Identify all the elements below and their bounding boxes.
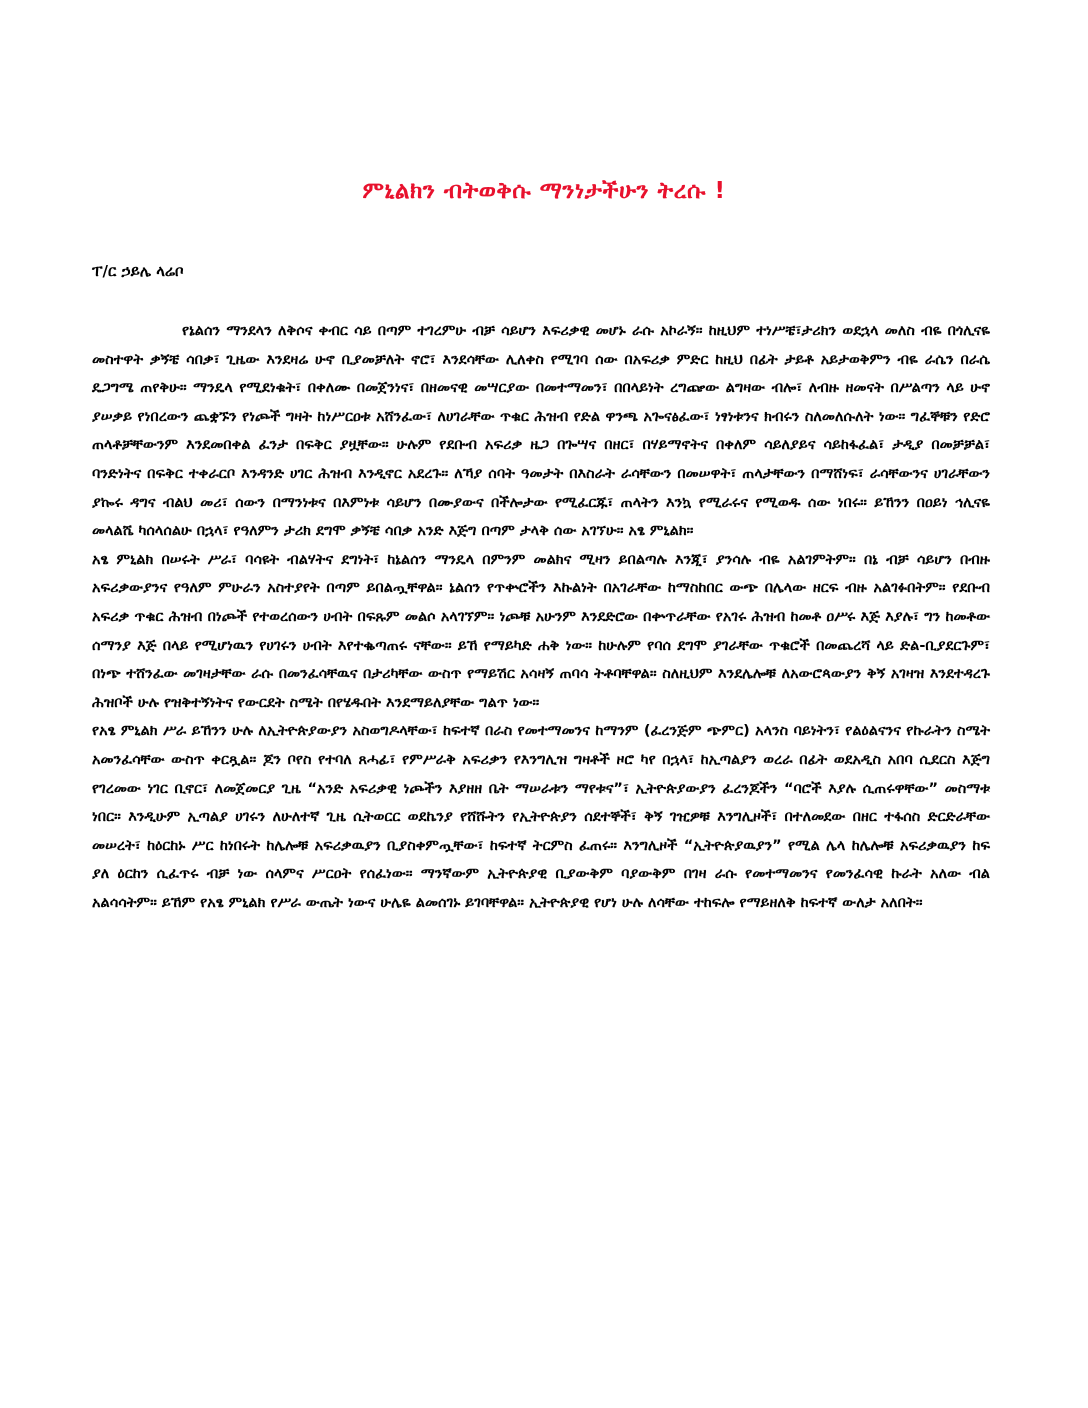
paragraph: የኔልሰን ማንደላን ለቅሶና ቀብር ሳይ በጣም ተገረምሁ ብቻ ሳይሆን እፍሪቃዊ መሆኑ ራሱ አኮራኝ። ከዚህም ተነሥቼ፣ታሪክን ወደኋላ መለስ ብዬ በጎሊናዬ መስተዋት ቃኝቼ ሳበቃ፣ ጊዜው እንደዛሬ ሁኖ ቢያመቻለት ኖሮ፣ እንደሳቸው ሊለቀስ የሚገባ ሰው በአፍሪቃ ምድር ከዚህ በፊት ታይቶ አይታወቅምን ብዬ ራሴን በራሴ ዴጋግሜ ጠየቅሁ። ማንዴላ የሚደነቁት፣ በቀለሙ በመጀንነና፣ በዘመናዊ መሣርያው በመተማመን፣ በበላይነት ረግጬው ልግዛው ብሎ፣ ለብዙ ዘመናት በሥልጣን ላይ ሁኖ ያሠቃይ የነበረውን ጨቋኙን የነጮች ግዛት ከነሥርዐቱ አሸንፈው፣ ለሀገራቸው ጥቁር ሕዝብ የድል ዋንጫ አጐናፅፈው፣ ነፃነቱንና ክብሩን ስለመለሱለት ነው። ግፈኞቹን የድሮ ጠላቶቻቸውንም እንደመበቀል ፈንታ በፍቅር ያዟቸው። ሁሉም የደቡብ አፍሪቃ ዜጋ በጐሣና በዘር፣ በሃይማኖትና በቀለም ሳይለያይና ሳይከፋፈል፣ ታዲያ በመቻቻል፣ ባንድነትና በፍቅር ተቀራርቦ እንዳንድ ሀገር ሕዝብ እንዲኖር አደረጉ። ለኻያ ሰባት ዓመታት በእስራት ራሳቸውን በመሠዋት፣ ጠላታቸውን በማሸነፍ፣ ራሳቸውንና ሀገራቸውን ያኰሩ ዳግና ብልህ መሪ፣ ሰውን በማንነቱና በእምነቱ ሳይሆን በሙያውና በችሎታው የሚፈርጁ፣ ጠላትን እንኳ የሚራሩና የሚወዱ ሰው ነበሩ። ይኸንን በዐይነ ኅሊናዬ መላልሼ ካሰላሰልሁ በኋላ፣ የዓለምን ታሪክ ደግሞ ቃኝቼ ሳበቃ አንድ እጅግ በጣም ታላቅ ሰው አገኘሁ። አፄ ምኒልክ።: [92, 323, 990, 540]
document-body: [92, 317, 990, 917]
paragraph: አፄ ምኒልክ በሠሩት ሥራ፣ ባሳዩት ብልሃትና ደግነት፣ ከኔልሰን ማንዴላ በምንም መልክና ሚዛን ይበልጣሉ እንጂ፣ ያንሳሉ ብዬ አልገምትም። በኔ ብቻ ሳይሆን በብዙ አፍሪቃውያንና የዓለም ምሁራን አስተያየት በጣም ይበልጧቸዋል። ኔልሰን የጥቍሮችን እኩልነት በአገራቸው ከማስከበር ውጭ በሌላው ዘርፍ ብዙ አልገፉበትም። የደቡብ አፍሪቃ ጥቁር ሕዝብ በነጮች የተወረሰውን ሀብት በፍጹም መልሶ አላገኘም። ነጮቹ አሁንም እንደድሮው በቍጥራቸው የአገሩ ሕዝብ ከመቶ ዐሥሩ እጅ እያሉ፣ ግን ከመቶው ሰማንያ እጅ በላይ የሚሆነዉን የሀገሩን ሀብት እየተቈጣጠሩ ናቸው። ይኸ የማይካድ ሐቅ ነው። ከሁሉም የባሰ ደግሞ ያገራቸው ጥቁሮች በመጨረሻ ላይ ድል-ቢያደርጉም፣ በነጭ ተሸንፈው መገዛታቸው ራሱ በመንፈሳቸዉና በታሪካቸው ውስጥ የማይሽር አሳዛኝ ጠባሳ ትቶባቸዋል። ስለዚህም እንደሌሎቹ ለአውሮጳውያን ቅኝ አገዛዝ እንደተዳረጉ ሕዝቦች ሁሉ የዝቅተኝነትና የውርደት ስሜት በየሄዱበት እንደማይለያቸው ግልጥ ነው።: [92, 551, 990, 711]
paragraph: የአፄ ምኒልክ ሥራ ይኸንን ሁሉ ለኢትዮጵያውያን አስወግዶላቸው፣ ከፍተኛ በራስ የመተማመንና ከማንም (ፈረንጅም ጭምር) አላንስ ባይነትን፣ የልዕልናንና የኩራትን ስሜት አመንፈሳቸው ውስጥ ቀርጿል። ጆን ቦየስ የተባለ ጸሓፊ፣ የምሥራቅ አፍሪቃን የእንግሊዝ ግዛቶች ዞሮ ካየ በኋላ፣ ከኢጣልያን ወረራ በፊት ወደአዲስ አበባ ሲደርስ እጅግ የገረመው ነገር ቢኖር፣ ለመጀመርያ ጊዜ “አንድ አፍሪቃዊ ነጮችን እያዘዘ ቤት ማሠራቱን ማየቱና”፣ ኢትዮጵያውያን ፈረንጆችን “ባሮች እያሉ ሲጠሩዋቸው” መስማቱ ነበር። እንዲሁም ኢጣልያ ሀገሩን ለሁለተኛ ጊዜ ሲትወርር ወደኬንያ የሸሹትን የኢትዮጵያን ሰደተኞች፣ ቅኝ ገዢዎቹ እንግሊዞች፣ በተለመደው በዘር ተፋሰስ ድርድራቸው መሠረት፣ ከዕርከኑ ሥር ከነበሩት ከሌሎቹ አፍሪቃዉያን ቢያስቀምጧቸው፣ ከፍተኛ ትርምስ ፈጠሩ። እንግሊዞች “ኢትዮጵያዉያን” የሚል ሌላ ከሌሎቹ አፍሪቃዉያን ከፍ ያለ ዕርከን ሲፈጥሩ ብቻ ነው ሰላምና ሥርዐት የሰፈነው። ማንኛውም ኢትዮጵያዊ ቢያውቅም ባያውቅም በገዛ ራሱ የመተማመንና የመንፈሳዊ ኩራት አለው ብል አልሳሳትም። ይኸም የአፄ ምኒልክ የሥራ ውጤት ነውና ሁሌዬ ልመሰገኑ ይገባቸዋል። ኢትዮጵያዊ የሆነ ሁሉ ለሳቸው ተከፍሎ የማይዘለቅ ከፍተኛ ውለታ አለበት።: [92, 723, 990, 911]
document-title: ምኒልክን ብትወቅሱ ማንነታችሁን ትረሱ !: [362, 178, 726, 204]
author-name: ፐ/ር ኃይሌ ላሬቦ: [92, 262, 184, 280]
